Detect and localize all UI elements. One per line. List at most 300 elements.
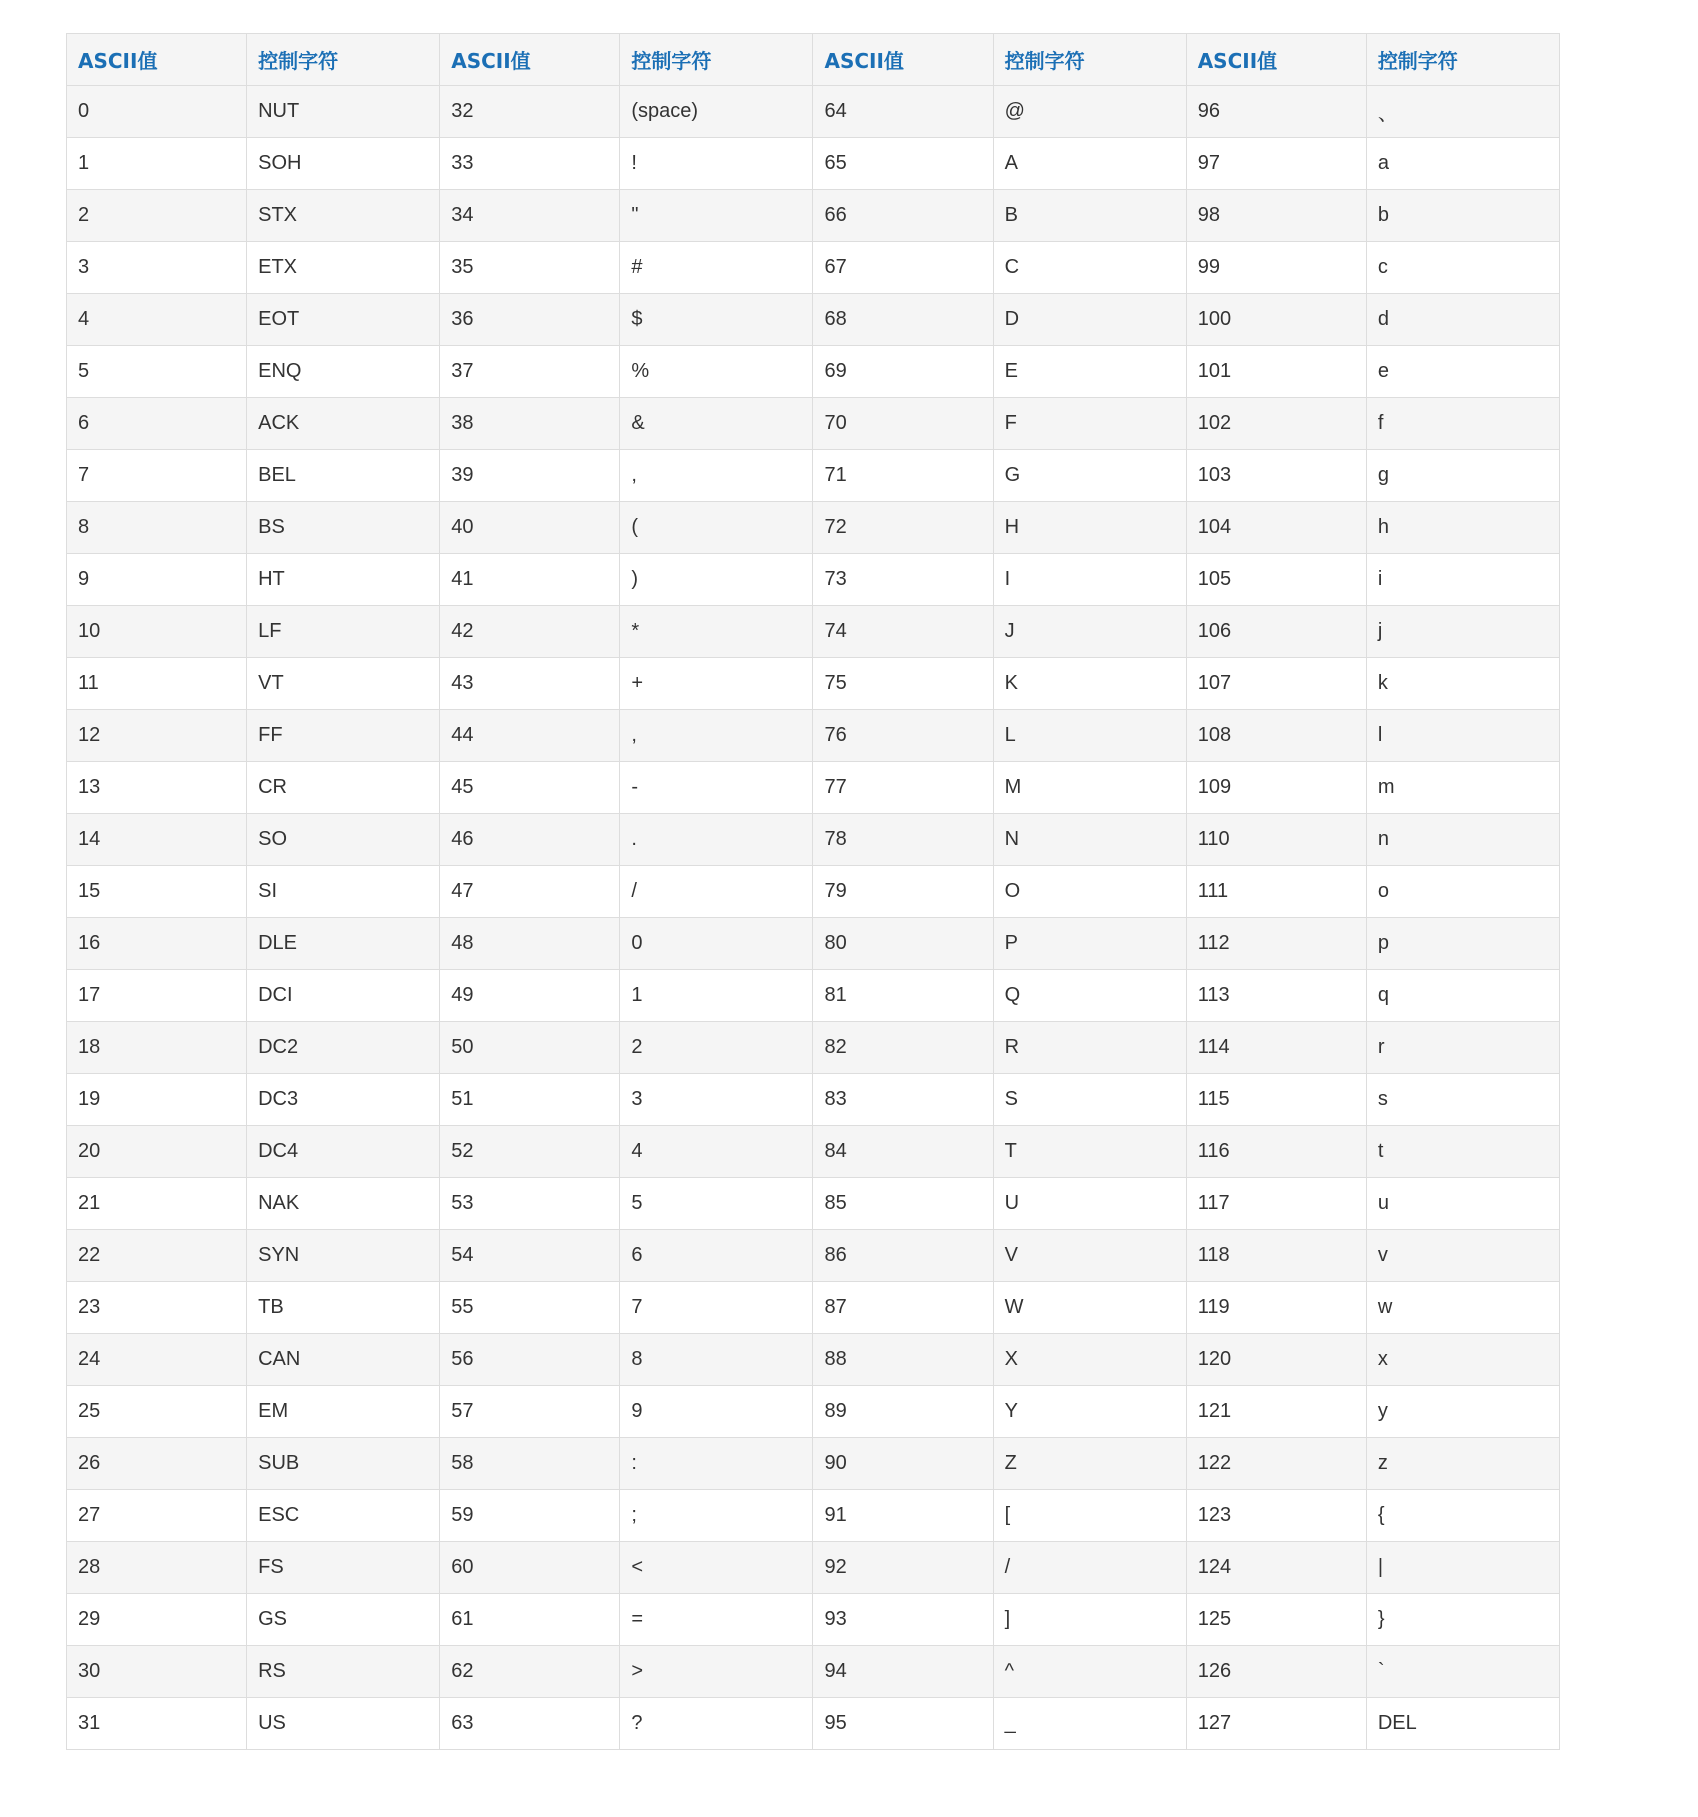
ascii-value-cell: 106 bbox=[1186, 606, 1366, 658]
table-row bbox=[67, 710, 1560, 762]
table-header bbox=[67, 34, 1560, 86]
table-row bbox=[67, 1490, 1560, 1542]
table-row bbox=[67, 1698, 1560, 1750]
ascii-value-cell: 6 bbox=[67, 398, 247, 450]
ascii-value-cell: 38 bbox=[440, 398, 620, 450]
ascii-value-cell: 93 bbox=[813, 1594, 993, 1646]
control-char-cell: f bbox=[1366, 398, 1559, 450]
table-row bbox=[67, 1646, 1560, 1698]
control-char-cell: ^ bbox=[993, 1646, 1186, 1698]
control-char-cell: G bbox=[993, 450, 1186, 502]
ascii-value-cell: 41 bbox=[440, 554, 620, 606]
ascii-value-cell: 76 bbox=[813, 710, 993, 762]
ascii-value-cell: 66 bbox=[813, 190, 993, 242]
table-row bbox=[67, 294, 1560, 346]
control-char-cell: ] bbox=[993, 1594, 1186, 1646]
ascii-value-cell: 20 bbox=[67, 1126, 247, 1178]
header-row bbox=[67, 34, 1560, 86]
ascii-value-cell: 7 bbox=[67, 450, 247, 502]
control-char-cell: d bbox=[1366, 294, 1559, 346]
ascii-value-cell: 116 bbox=[1186, 1126, 1366, 1178]
control-char-cell: 4 bbox=[620, 1126, 813, 1178]
control-char-cell: E bbox=[993, 346, 1186, 398]
control-char-cell: DC3 bbox=[247, 1074, 440, 1126]
control-char-cell: | bbox=[1366, 1542, 1559, 1594]
ascii-value-cell: 24 bbox=[67, 1334, 247, 1386]
table-row bbox=[67, 606, 1560, 658]
table-row bbox=[67, 866, 1560, 918]
ascii-value-cell: 73 bbox=[813, 554, 993, 606]
ascii-value-cell: 22 bbox=[67, 1230, 247, 1282]
control-char-cell: k bbox=[1366, 658, 1559, 710]
control-char-cell: l bbox=[1366, 710, 1559, 762]
control-char-cell: DCI bbox=[247, 970, 440, 1022]
ascii-value-cell: 31 bbox=[67, 1698, 247, 1750]
ascii-value-cell: 14 bbox=[67, 814, 247, 866]
ascii-value-cell: 48 bbox=[440, 918, 620, 970]
ascii-value-cell: 52 bbox=[440, 1126, 620, 1178]
ascii-value-cell: 28 bbox=[67, 1542, 247, 1594]
table-body bbox=[67, 86, 1560, 1750]
control-char-cell: ) bbox=[620, 554, 813, 606]
ascii-value-cell: 57 bbox=[440, 1386, 620, 1438]
ascii-value-cell: 114 bbox=[1186, 1022, 1366, 1074]
table-row bbox=[67, 1542, 1560, 1594]
control-char-cell: q bbox=[1366, 970, 1559, 1022]
ascii-value-cell: 25 bbox=[67, 1386, 247, 1438]
table-row bbox=[67, 346, 1560, 398]
ascii-value-cell: 105 bbox=[1186, 554, 1366, 606]
ascii-value-cell: 67 bbox=[813, 242, 993, 294]
control-char-cell: v bbox=[1366, 1230, 1559, 1282]
ascii-value-cell: 29 bbox=[67, 1594, 247, 1646]
control-char-cell: V bbox=[993, 1230, 1186, 1282]
ascii-value-cell: 30 bbox=[67, 1646, 247, 1698]
control-char-cell: NAK bbox=[247, 1178, 440, 1230]
control-char-cell: a bbox=[1366, 138, 1559, 190]
table-row bbox=[67, 1126, 1560, 1178]
ascii-value-cell: 51 bbox=[440, 1074, 620, 1126]
ascii-value-cell: 32 bbox=[440, 86, 620, 138]
ascii-value-cell: 8 bbox=[67, 502, 247, 554]
ascii-value-cell: 47 bbox=[440, 866, 620, 918]
ascii-value-cell: 2 bbox=[67, 190, 247, 242]
header-ascii-value: ASCII值 bbox=[1186, 34, 1366, 86]
control-char-cell: NUT bbox=[247, 86, 440, 138]
ascii-value-cell: 15 bbox=[67, 866, 247, 918]
ascii-table bbox=[66, 33, 1560, 1750]
ascii-value-cell: 98 bbox=[1186, 190, 1366, 242]
ascii-value-cell: 87 bbox=[813, 1282, 993, 1334]
control-char-cell: R bbox=[993, 1022, 1186, 1074]
control-char-cell: > bbox=[620, 1646, 813, 1698]
control-char-cell: [ bbox=[993, 1490, 1186, 1542]
ascii-value-cell: 80 bbox=[813, 918, 993, 970]
header-control-char: 控制字符 bbox=[247, 34, 440, 86]
ascii-value-cell: 91 bbox=[813, 1490, 993, 1542]
control-char-cell: DC2 bbox=[247, 1022, 440, 1074]
ascii-value-cell: 16 bbox=[67, 918, 247, 970]
control-char-cell: p bbox=[1366, 918, 1559, 970]
ascii-value-cell: 72 bbox=[813, 502, 993, 554]
control-char-cell: SO bbox=[247, 814, 440, 866]
control-char-cell: STX bbox=[247, 190, 440, 242]
ascii-value-cell: 68 bbox=[813, 294, 993, 346]
table-row bbox=[67, 658, 1560, 710]
ascii-value-cell: 64 bbox=[813, 86, 993, 138]
ascii-value-cell: 44 bbox=[440, 710, 620, 762]
table-row bbox=[67, 1386, 1560, 1438]
control-char-cell: CAN bbox=[247, 1334, 440, 1386]
control-char-cell: 7 bbox=[620, 1282, 813, 1334]
control-char-cell: D bbox=[993, 294, 1186, 346]
ascii-value-cell: 90 bbox=[813, 1438, 993, 1490]
ascii-value-cell: 123 bbox=[1186, 1490, 1366, 1542]
control-char-cell: ( bbox=[620, 502, 813, 554]
ascii-value-cell: 118 bbox=[1186, 1230, 1366, 1282]
control-char-cell: r bbox=[1366, 1022, 1559, 1074]
ascii-value-cell: 107 bbox=[1186, 658, 1366, 710]
ascii-value-cell: 11 bbox=[67, 658, 247, 710]
control-char-cell: 3 bbox=[620, 1074, 813, 1126]
control-char-cell: H bbox=[993, 502, 1186, 554]
control-char-cell: FS bbox=[247, 1542, 440, 1594]
control-char-cell: A bbox=[993, 138, 1186, 190]
control-char-cell: } bbox=[1366, 1594, 1559, 1646]
control-char-cell: RS bbox=[247, 1646, 440, 1698]
ascii-value-cell: 36 bbox=[440, 294, 620, 346]
ascii-value-cell: 126 bbox=[1186, 1646, 1366, 1698]
ascii-value-cell: 18 bbox=[67, 1022, 247, 1074]
table-row bbox=[67, 242, 1560, 294]
control-char-cell: M bbox=[993, 762, 1186, 814]
control-char-cell: o bbox=[1366, 866, 1559, 918]
header-ascii-value: ASCII值 bbox=[440, 34, 620, 86]
ascii-value-cell: 35 bbox=[440, 242, 620, 294]
control-char-cell: ! bbox=[620, 138, 813, 190]
ascii-value-cell: 42 bbox=[440, 606, 620, 658]
ascii-value-cell: 85 bbox=[813, 1178, 993, 1230]
control-char-cell: FF bbox=[247, 710, 440, 762]
table-row bbox=[67, 1178, 1560, 1230]
header-control-char: 控制字符 bbox=[1366, 34, 1559, 86]
ascii-value-cell: 63 bbox=[440, 1698, 620, 1750]
ascii-value-cell: 95 bbox=[813, 1698, 993, 1750]
ascii-value-cell: 45 bbox=[440, 762, 620, 814]
ascii-value-cell: 89 bbox=[813, 1386, 993, 1438]
control-char-cell: ; bbox=[620, 1490, 813, 1542]
ascii-value-cell: 125 bbox=[1186, 1594, 1366, 1646]
ascii-value-cell: 113 bbox=[1186, 970, 1366, 1022]
control-char-cell: 8 bbox=[620, 1334, 813, 1386]
table-row bbox=[67, 1438, 1560, 1490]
table-row bbox=[67, 1230, 1560, 1282]
ascii-value-cell: 3 bbox=[67, 242, 247, 294]
control-char-cell: x bbox=[1366, 1334, 1559, 1386]
ascii-value-cell: 60 bbox=[440, 1542, 620, 1594]
control-char-cell: i bbox=[1366, 554, 1559, 606]
table-row bbox=[67, 762, 1560, 814]
ascii-value-cell: 56 bbox=[440, 1334, 620, 1386]
control-char-cell: w bbox=[1366, 1282, 1559, 1334]
control-char-cell: EM bbox=[247, 1386, 440, 1438]
control-char-cell: ENQ bbox=[247, 346, 440, 398]
control-char-cell: " bbox=[620, 190, 813, 242]
control-char-cell: @ bbox=[993, 86, 1186, 138]
header-control-char: 控制字符 bbox=[620, 34, 813, 86]
control-char-cell: N bbox=[993, 814, 1186, 866]
control-char-cell: 、 bbox=[1366, 86, 1559, 138]
control-char-cell: 9 bbox=[620, 1386, 813, 1438]
control-char-cell: P bbox=[993, 918, 1186, 970]
control-char-cell: Y bbox=[993, 1386, 1186, 1438]
ascii-value-cell: 26 bbox=[67, 1438, 247, 1490]
ascii-value-cell: 115 bbox=[1186, 1074, 1366, 1126]
ascii-value-cell: 124 bbox=[1186, 1542, 1366, 1594]
ascii-value-cell: 92 bbox=[813, 1542, 993, 1594]
control-char-cell: Z bbox=[993, 1438, 1186, 1490]
table-row bbox=[67, 190, 1560, 242]
ascii-value-cell: 21 bbox=[67, 1178, 247, 1230]
control-char-cell: { bbox=[1366, 1490, 1559, 1542]
ascii-value-cell: 50 bbox=[440, 1022, 620, 1074]
table-row bbox=[67, 138, 1560, 190]
ascii-value-cell: 103 bbox=[1186, 450, 1366, 502]
ascii-value-cell: 10 bbox=[67, 606, 247, 658]
ascii-value-cell: 99 bbox=[1186, 242, 1366, 294]
ascii-value-cell: 27 bbox=[67, 1490, 247, 1542]
ascii-value-cell: 94 bbox=[813, 1646, 993, 1698]
ascii-value-cell: 40 bbox=[440, 502, 620, 554]
ascii-value-cell: 5 bbox=[67, 346, 247, 398]
control-char-cell: z bbox=[1366, 1438, 1559, 1490]
table-row bbox=[67, 970, 1560, 1022]
control-char-cell: U bbox=[993, 1178, 1186, 1230]
control-char-cell: (space) bbox=[620, 86, 813, 138]
ascii-value-cell: 83 bbox=[813, 1074, 993, 1126]
ascii-value-cell: 79 bbox=[813, 866, 993, 918]
ascii-value-cell: 12 bbox=[67, 710, 247, 762]
ascii-value-cell: 102 bbox=[1186, 398, 1366, 450]
table-row bbox=[67, 814, 1560, 866]
control-char-cell: CR bbox=[247, 762, 440, 814]
control-char-cell: c bbox=[1366, 242, 1559, 294]
table-row bbox=[67, 1334, 1560, 1386]
control-char-cell: % bbox=[620, 346, 813, 398]
table-row bbox=[67, 86, 1560, 138]
ascii-value-cell: 62 bbox=[440, 1646, 620, 1698]
ascii-value-cell: 101 bbox=[1186, 346, 1366, 398]
control-char-cell: h bbox=[1366, 502, 1559, 554]
ascii-value-cell: 46 bbox=[440, 814, 620, 866]
control-char-cell: s bbox=[1366, 1074, 1559, 1126]
ascii-value-cell: 69 bbox=[813, 346, 993, 398]
ascii-value-cell: 54 bbox=[440, 1230, 620, 1282]
ascii-value-cell: 43 bbox=[440, 658, 620, 710]
control-char-cell: + bbox=[620, 658, 813, 710]
ascii-value-cell: 55 bbox=[440, 1282, 620, 1334]
control-char-cell: _ bbox=[993, 1698, 1186, 1750]
ascii-value-cell: 59 bbox=[440, 1490, 620, 1542]
ascii-value-cell: 13 bbox=[67, 762, 247, 814]
ascii-value-cell: 119 bbox=[1186, 1282, 1366, 1334]
ascii-value-cell: 84 bbox=[813, 1126, 993, 1178]
control-char-cell: e bbox=[1366, 346, 1559, 398]
ascii-value-cell: 61 bbox=[440, 1594, 620, 1646]
control-char-cell: DC4 bbox=[247, 1126, 440, 1178]
ascii-value-cell: 77 bbox=[813, 762, 993, 814]
ascii-value-cell: 109 bbox=[1186, 762, 1366, 814]
ascii-value-cell: 19 bbox=[67, 1074, 247, 1126]
control-char-cell: g bbox=[1366, 450, 1559, 502]
control-char-cell: u bbox=[1366, 1178, 1559, 1230]
control-char-cell: LF bbox=[247, 606, 440, 658]
control-char-cell: X bbox=[993, 1334, 1186, 1386]
control-char-cell: US bbox=[247, 1698, 440, 1750]
control-char-cell: < bbox=[620, 1542, 813, 1594]
ascii-table-container bbox=[66, 33, 1560, 1750]
ascii-value-cell: 37 bbox=[440, 346, 620, 398]
control-char-cell: m bbox=[1366, 762, 1559, 814]
control-char-cell: = bbox=[620, 1594, 813, 1646]
control-char-cell: # bbox=[620, 242, 813, 294]
control-char-cell: $ bbox=[620, 294, 813, 346]
table-row bbox=[67, 450, 1560, 502]
control-char-cell: j bbox=[1366, 606, 1559, 658]
ascii-value-cell: 53 bbox=[440, 1178, 620, 1230]
ascii-value-cell: 0 bbox=[67, 86, 247, 138]
control-char-cell: . bbox=[620, 814, 813, 866]
control-char-cell: T bbox=[993, 1126, 1186, 1178]
ascii-value-cell: 81 bbox=[813, 970, 993, 1022]
ascii-value-cell: 34 bbox=[440, 190, 620, 242]
control-char-cell: 6 bbox=[620, 1230, 813, 1282]
control-char-cell: SUB bbox=[247, 1438, 440, 1490]
ascii-value-cell: 74 bbox=[813, 606, 993, 658]
control-char-cell: S bbox=[993, 1074, 1186, 1126]
ascii-value-cell: 112 bbox=[1186, 918, 1366, 970]
control-char-cell: n bbox=[1366, 814, 1559, 866]
ascii-value-cell: 110 bbox=[1186, 814, 1366, 866]
table-row bbox=[67, 1594, 1560, 1646]
control-char-cell: SI bbox=[247, 866, 440, 918]
ascii-value-cell: 58 bbox=[440, 1438, 620, 1490]
ascii-value-cell: 117 bbox=[1186, 1178, 1366, 1230]
header-ascii-value: ASCII值 bbox=[813, 34, 993, 86]
ascii-value-cell: 71 bbox=[813, 450, 993, 502]
control-char-cell: SOH bbox=[247, 138, 440, 190]
control-char-cell: W bbox=[993, 1282, 1186, 1334]
control-char-cell: t bbox=[1366, 1126, 1559, 1178]
control-char-cell: HT bbox=[247, 554, 440, 606]
control-char-cell: GS bbox=[247, 1594, 440, 1646]
control-char-cell: Q bbox=[993, 970, 1186, 1022]
control-char-cell: BS bbox=[247, 502, 440, 554]
control-char-cell: ? bbox=[620, 1698, 813, 1750]
control-char-cell: EOT bbox=[247, 294, 440, 346]
ascii-value-cell: 9 bbox=[67, 554, 247, 606]
control-char-cell: , bbox=[620, 450, 813, 502]
header-ascii-value: ASCII值 bbox=[67, 34, 247, 86]
table-row bbox=[67, 1282, 1560, 1334]
control-char-cell: F bbox=[993, 398, 1186, 450]
control-char-cell: ` bbox=[1366, 1646, 1559, 1698]
ascii-value-cell: 49 bbox=[440, 970, 620, 1022]
ascii-value-cell: 108 bbox=[1186, 710, 1366, 762]
control-char-cell: ETX bbox=[247, 242, 440, 294]
ascii-value-cell: 39 bbox=[440, 450, 620, 502]
ascii-value-cell: 70 bbox=[813, 398, 993, 450]
control-char-cell: 2 bbox=[620, 1022, 813, 1074]
control-char-cell: VT bbox=[247, 658, 440, 710]
ascii-value-cell: 78 bbox=[813, 814, 993, 866]
ascii-value-cell: 4 bbox=[67, 294, 247, 346]
control-char-cell: K bbox=[993, 658, 1186, 710]
ascii-value-cell: 97 bbox=[1186, 138, 1366, 190]
ascii-value-cell: 121 bbox=[1186, 1386, 1366, 1438]
control-char-cell: O bbox=[993, 866, 1186, 918]
ascii-value-cell: 111 bbox=[1186, 866, 1366, 918]
control-char-cell: B bbox=[993, 190, 1186, 242]
ascii-value-cell: 65 bbox=[813, 138, 993, 190]
control-char-cell: : bbox=[620, 1438, 813, 1490]
control-char-cell: 1 bbox=[620, 970, 813, 1022]
ascii-value-cell: 23 bbox=[67, 1282, 247, 1334]
control-char-cell: / bbox=[620, 866, 813, 918]
table-row bbox=[67, 918, 1560, 970]
table-row bbox=[67, 398, 1560, 450]
ascii-value-cell: 122 bbox=[1186, 1438, 1366, 1490]
control-char-cell: & bbox=[620, 398, 813, 450]
control-char-cell: BEL bbox=[247, 450, 440, 502]
control-char-cell: TB bbox=[247, 1282, 440, 1334]
control-char-cell: b bbox=[1366, 190, 1559, 242]
ascii-value-cell: 96 bbox=[1186, 86, 1366, 138]
table-row bbox=[67, 502, 1560, 554]
control-char-cell: * bbox=[620, 606, 813, 658]
header-control-char: 控制字符 bbox=[993, 34, 1186, 86]
control-char-cell: y bbox=[1366, 1386, 1559, 1438]
table-row bbox=[67, 1022, 1560, 1074]
control-char-cell: / bbox=[993, 1542, 1186, 1594]
control-char-cell: I bbox=[993, 554, 1186, 606]
ascii-value-cell: 100 bbox=[1186, 294, 1366, 346]
ascii-value-cell: 33 bbox=[440, 138, 620, 190]
control-char-cell: , bbox=[620, 710, 813, 762]
control-char-cell: - bbox=[620, 762, 813, 814]
control-char-cell: J bbox=[993, 606, 1186, 658]
table-row bbox=[67, 554, 1560, 606]
control-char-cell: SYN bbox=[247, 1230, 440, 1282]
control-char-cell: 5 bbox=[620, 1178, 813, 1230]
ascii-value-cell: 88 bbox=[813, 1334, 993, 1386]
control-char-cell: ACK bbox=[247, 398, 440, 450]
ascii-value-cell: 127 bbox=[1186, 1698, 1366, 1750]
ascii-value-cell: 1 bbox=[67, 138, 247, 190]
ascii-value-cell: 86 bbox=[813, 1230, 993, 1282]
control-char-cell: ESC bbox=[247, 1490, 440, 1542]
control-char-cell: DEL bbox=[1366, 1698, 1559, 1750]
control-char-cell: C bbox=[993, 242, 1186, 294]
ascii-value-cell: 82 bbox=[813, 1022, 993, 1074]
table-row bbox=[67, 1074, 1560, 1126]
ascii-value-cell: 104 bbox=[1186, 502, 1366, 554]
ascii-value-cell: 75 bbox=[813, 658, 993, 710]
control-char-cell: 0 bbox=[620, 918, 813, 970]
ascii-value-cell: 120 bbox=[1186, 1334, 1366, 1386]
control-char-cell: L bbox=[993, 710, 1186, 762]
ascii-value-cell: 17 bbox=[67, 970, 247, 1022]
